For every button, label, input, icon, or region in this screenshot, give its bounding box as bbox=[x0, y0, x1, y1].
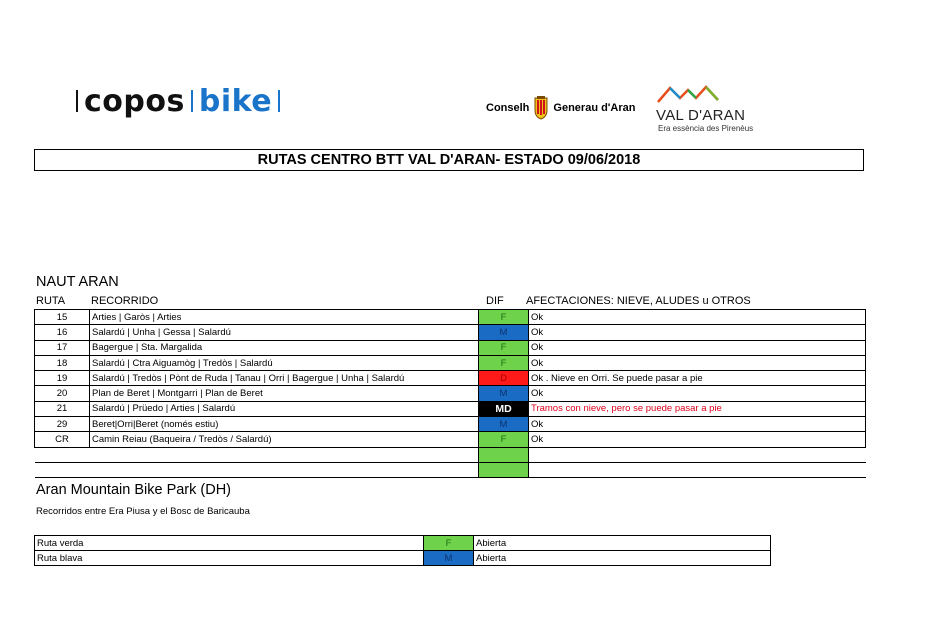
coat-of-arms-icon bbox=[532, 96, 550, 120]
cell-ruta: Ruta blava bbox=[35, 551, 424, 566]
table-row bbox=[35, 401, 866, 416]
cell-ruta: 15 bbox=[35, 310, 90, 325]
table-row bbox=[35, 355, 866, 370]
val-daran-name: VAL D'ARAN bbox=[656, 107, 746, 124]
column-header-recorrido: RECORRIDO bbox=[91, 295, 159, 307]
column-header-dif: DIF bbox=[486, 295, 504, 307]
cell-afectaciones: Ok bbox=[529, 340, 866, 355]
table-row bbox=[35, 340, 866, 355]
cell-ruta: 19 bbox=[35, 371, 90, 386]
cell-dif-empty bbox=[479, 462, 529, 477]
column-header-afectaciones: AFECTACIONES: NIEVE, ALUDES u OTROS bbox=[526, 295, 751, 307]
cell-empty bbox=[35, 462, 479, 477]
cell-dif: F bbox=[479, 355, 529, 370]
cell-ruta: CR bbox=[35, 432, 90, 447]
table-row bbox=[35, 432, 866, 447]
cell-dif-empty bbox=[479, 447, 529, 462]
cell-ruta: Ruta verda bbox=[35, 536, 424, 551]
cell-ruta: 16 bbox=[35, 325, 90, 340]
cell-recorrido: Salardú | Prüedo | Arties | Salardú bbox=[90, 401, 479, 416]
mountains-icon bbox=[656, 84, 726, 104]
column-header-ruta: RUTA bbox=[36, 295, 66, 307]
bike-park-subtitle: Recorridos entre Era Piusa y el Bosc de Baricauba bbox=[36, 506, 250, 517]
cell-ruta: 29 bbox=[35, 417, 90, 432]
val-daran-logo bbox=[656, 84, 766, 133]
logo-bar-left bbox=[76, 90, 78, 112]
cell-afectaciones: Tramos con nieve, pero se puede pasar a pie bbox=[529, 401, 866, 416]
cell-recorrido: Camin Reiau (Baqueira / Tredòs / Salardú) bbox=[90, 432, 479, 447]
conselh-left-text: Conselh bbox=[486, 102, 530, 114]
logo-word-bike: bike bbox=[198, 83, 273, 119]
table-row bbox=[35, 325, 866, 340]
cell-dif: MD bbox=[479, 401, 529, 416]
table-row bbox=[35, 386, 866, 401]
table-row bbox=[35, 371, 866, 386]
cell-afectaciones: Ok bbox=[529, 325, 866, 340]
cell-dif: M bbox=[479, 325, 529, 340]
cell-ruta: 18 bbox=[35, 355, 90, 370]
table-row bbox=[35, 536, 771, 551]
cell-dif: M bbox=[424, 551, 474, 566]
table-row bbox=[35, 417, 866, 432]
routes-table-body bbox=[35, 310, 866, 478]
cell-empty bbox=[35, 447, 479, 462]
cell-recorrido: Salardú | Unha | Gessa | Salardú bbox=[90, 325, 479, 340]
logo-word-copos: copos bbox=[84, 83, 185, 119]
cell-estado: Abierta bbox=[474, 536, 771, 551]
cell-dif: M bbox=[479, 386, 529, 401]
logo-bar-middle bbox=[191, 90, 193, 112]
table-row-empty bbox=[35, 462, 866, 477]
document-title: RUTAS CENTRO BTT VAL D'ARAN- ESTADO 09/06/2018 bbox=[34, 149, 864, 171]
routes-table bbox=[34, 309, 866, 478]
table-row bbox=[35, 551, 771, 566]
cell-recorrido: Beret|Orri|Beret (només estiu) bbox=[90, 417, 479, 432]
cell-afectaciones: Ok bbox=[529, 355, 866, 370]
cell-ruta: 20 bbox=[35, 386, 90, 401]
park-table bbox=[34, 535, 771, 566]
cell-afectaciones: Ok bbox=[529, 432, 866, 447]
section-heading-naut-aran: NAUT ARAN bbox=[36, 274, 119, 290]
cell-dif: F bbox=[479, 310, 529, 325]
cell-estado: Abierta bbox=[474, 551, 771, 566]
copos-bike-logo bbox=[70, 84, 286, 118]
cell-afectaciones: Ok bbox=[529, 417, 866, 432]
cell-ruta: 17 bbox=[35, 340, 90, 355]
cell-empty bbox=[529, 462, 866, 477]
cell-recorrido: Arties | Garòs | Arties bbox=[90, 310, 479, 325]
cell-dif: M bbox=[479, 417, 529, 432]
cell-ruta: 21 bbox=[35, 401, 90, 416]
cell-dif: F bbox=[479, 340, 529, 355]
cell-recorrido: Bagergue | Sta. Margalida bbox=[90, 340, 479, 355]
conselh-right-text: Generau d'Aran bbox=[553, 102, 636, 114]
cell-afectaciones: Ok bbox=[529, 386, 866, 401]
park-table-body bbox=[35, 536, 771, 566]
cell-recorrido: Salardú | Ctra Aiguamòg | Tredòs | Salardú bbox=[90, 355, 479, 370]
cell-empty bbox=[529, 447, 866, 462]
cell-recorrido: Salardú | Tredòs | Pònt de Ruda | Tanau | Orri | Bagergue | Unha | Salardú bbox=[90, 371, 479, 386]
cell-recorrido: Plan de Beret | Montgarri | Plan de Beret bbox=[90, 386, 479, 401]
table-row-empty bbox=[35, 447, 866, 462]
cell-dif: F bbox=[424, 536, 474, 551]
table-row bbox=[35, 310, 866, 325]
cell-dif: D bbox=[479, 371, 529, 386]
val-daran-tagline: Era essència des Pirenèus bbox=[658, 124, 754, 133]
cell-dif: F bbox=[479, 432, 529, 447]
logo-bar-right bbox=[278, 90, 280, 112]
cell-afectaciones: Ok bbox=[529, 310, 866, 325]
conselh-logo bbox=[486, 96, 636, 120]
cell-afectaciones: Ok . Nieve en Orri. Se puede pasar a pie bbox=[529, 371, 866, 386]
section-heading-bike-park: Aran Mountain Bike Park (DH) bbox=[36, 482, 232, 498]
